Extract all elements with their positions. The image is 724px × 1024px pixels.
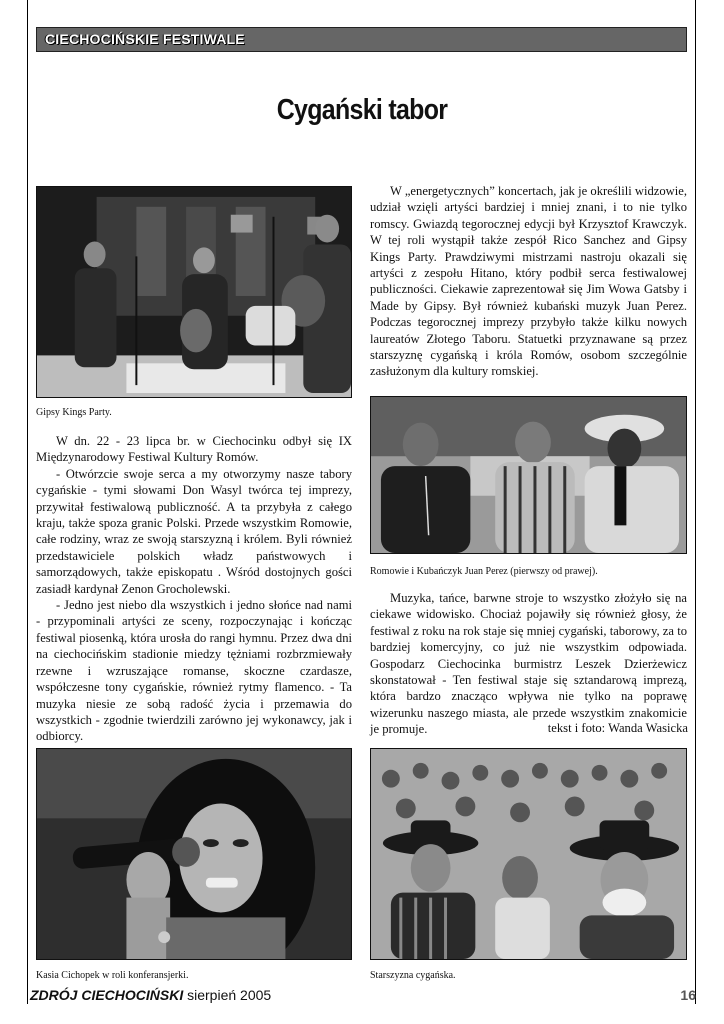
caption-photo3: Kasia Cichopek w roli konferansjerki.	[36, 970, 189, 981]
right-text-column-bottom	[370, 590, 687, 738]
right-margin-rule	[695, 0, 696, 1004]
footer-publication	[30, 987, 271, 1003]
caption-photo1: Gipsy Kings Party.	[36, 407, 112, 418]
photo-starszyzna-cyganska	[370, 748, 687, 960]
left-text-column	[36, 433, 352, 745]
section-header-bar	[36, 27, 687, 52]
page-number: 16	[680, 987, 696, 1003]
section-label: CIECHOCIŃSKIE FESTIWALE	[45, 31, 245, 47]
author-signature: tekst i foto: Wanda Wasicka	[547, 721, 688, 735]
right-paragraph-2: Muzyka, tańce, barwne stroje to wszystko złożyło się na ciekawe widowisko. Chociaż pojawiły się również głosy, że festiwal z roku na rok staje się mniej cygański, taborowy, za to bardziej komercyjny, co już nie wszystkim odpowiada. Gospodarz Ciechocinka burmistrz Leszek Dzierżewicz skonstatował - Ten festiwal staje się sztandarową imprezą, która bardzo znacząco wpływa nie tylko na poprawę wizerunku naszego miasta, ale przede wszystkim znakomicie je promuje.	[370, 591, 687, 737]
right-paragraph-1: W „energetycznych” koncertach, jak je określili widzowie, udział wzięli artyści bardziej i mniej znani, i to nie tylko romscy. Gwiazdą tegorocznej edycji był Krzysztof Krawczyk. W tej roli wystąpił także zespół Rico Sanchez and Gipsy Kings Party. Prawdziwymi mistrzami nastroju okazali się artyści z zespołu Hitano, który podbił serca festiwalowej publiczności. Ciekawie zaprezentował się Jim Wowa Gatsby i Made by Gipsy. Był również kubański muzyk Juan Perez. Podczas tegorocznej imprezy przybyło także kilku nowych laureatów Złotego Taboru. Statuetki przyznawane są przez starszyznę cygańską i króla Romów, osobom szczególnie zasłużonym dla kultury romskiej.	[370, 184, 687, 379]
photo-kasia-cichopek	[36, 748, 352, 960]
publication-name: ZDRÓJ CIECHOCIŃSKI	[30, 987, 184, 1003]
right-text-column-top	[370, 183, 687, 380]
publication-date: sierpień 2005	[187, 987, 272, 1003]
left-paragraph-2: - Otwórzcie swoje serca a my otworzymy nasze tabory cygańskie - tymi słowami Don Wasyl twórca tej imprezy, przywitał festiwalową publiczność. A ta przybyła z całego kraju, także spoza granic Polski. Przede wszystkim Romowie, całe rodziny, wraz ze swoją starszyzną i królem. Byli również przedstawiciele polskich władz państwowych i samorządowych, także episkopatu . Wśród dostojnych gości zasiadł kardynał Zenon Grocholewski.	[36, 466, 352, 596]
article-title: Cygański tabor	[276, 94, 448, 126]
caption-photo4: Starszyzna cygańska.	[370, 970, 456, 981]
photo-romowie-juan-perez	[370, 396, 687, 554]
left-paragraph-3: - Jedno jest niebo dla wszystkich i jedno słońce nad nami - przypominali artyści ze sceny, rozpoczynając i kończąc festiwal piosenką, która urosła do rangi hymnu. Przez dwa dni na ciechocińskim stadionie miedzy tężniami rozbrzmiewały rzewne i wzruszające romanse, skoczne czardasze, współczesne tony cygańskie, również rytmy flamenco. - Ta muzyka niesie ze sobą radość życia i przemawia do wszystkich - zgodnie twierdzili zarówno jej wykonawcy, jak i odbiorcy.	[36, 598, 352, 744]
left-paragraph-1: W dn. 22 - 23 lipca br. w Ciechocinku odbył się IX Międzynarodowy Festiwal Kultury Romów.	[36, 434, 352, 465]
left-margin-rule	[27, 0, 28, 1004]
caption-photo2: Romowie i Kubańczyk Juan Perez (pierwszy od prawej).	[370, 566, 598, 577]
photo-gipsy-kings-party	[36, 186, 352, 398]
